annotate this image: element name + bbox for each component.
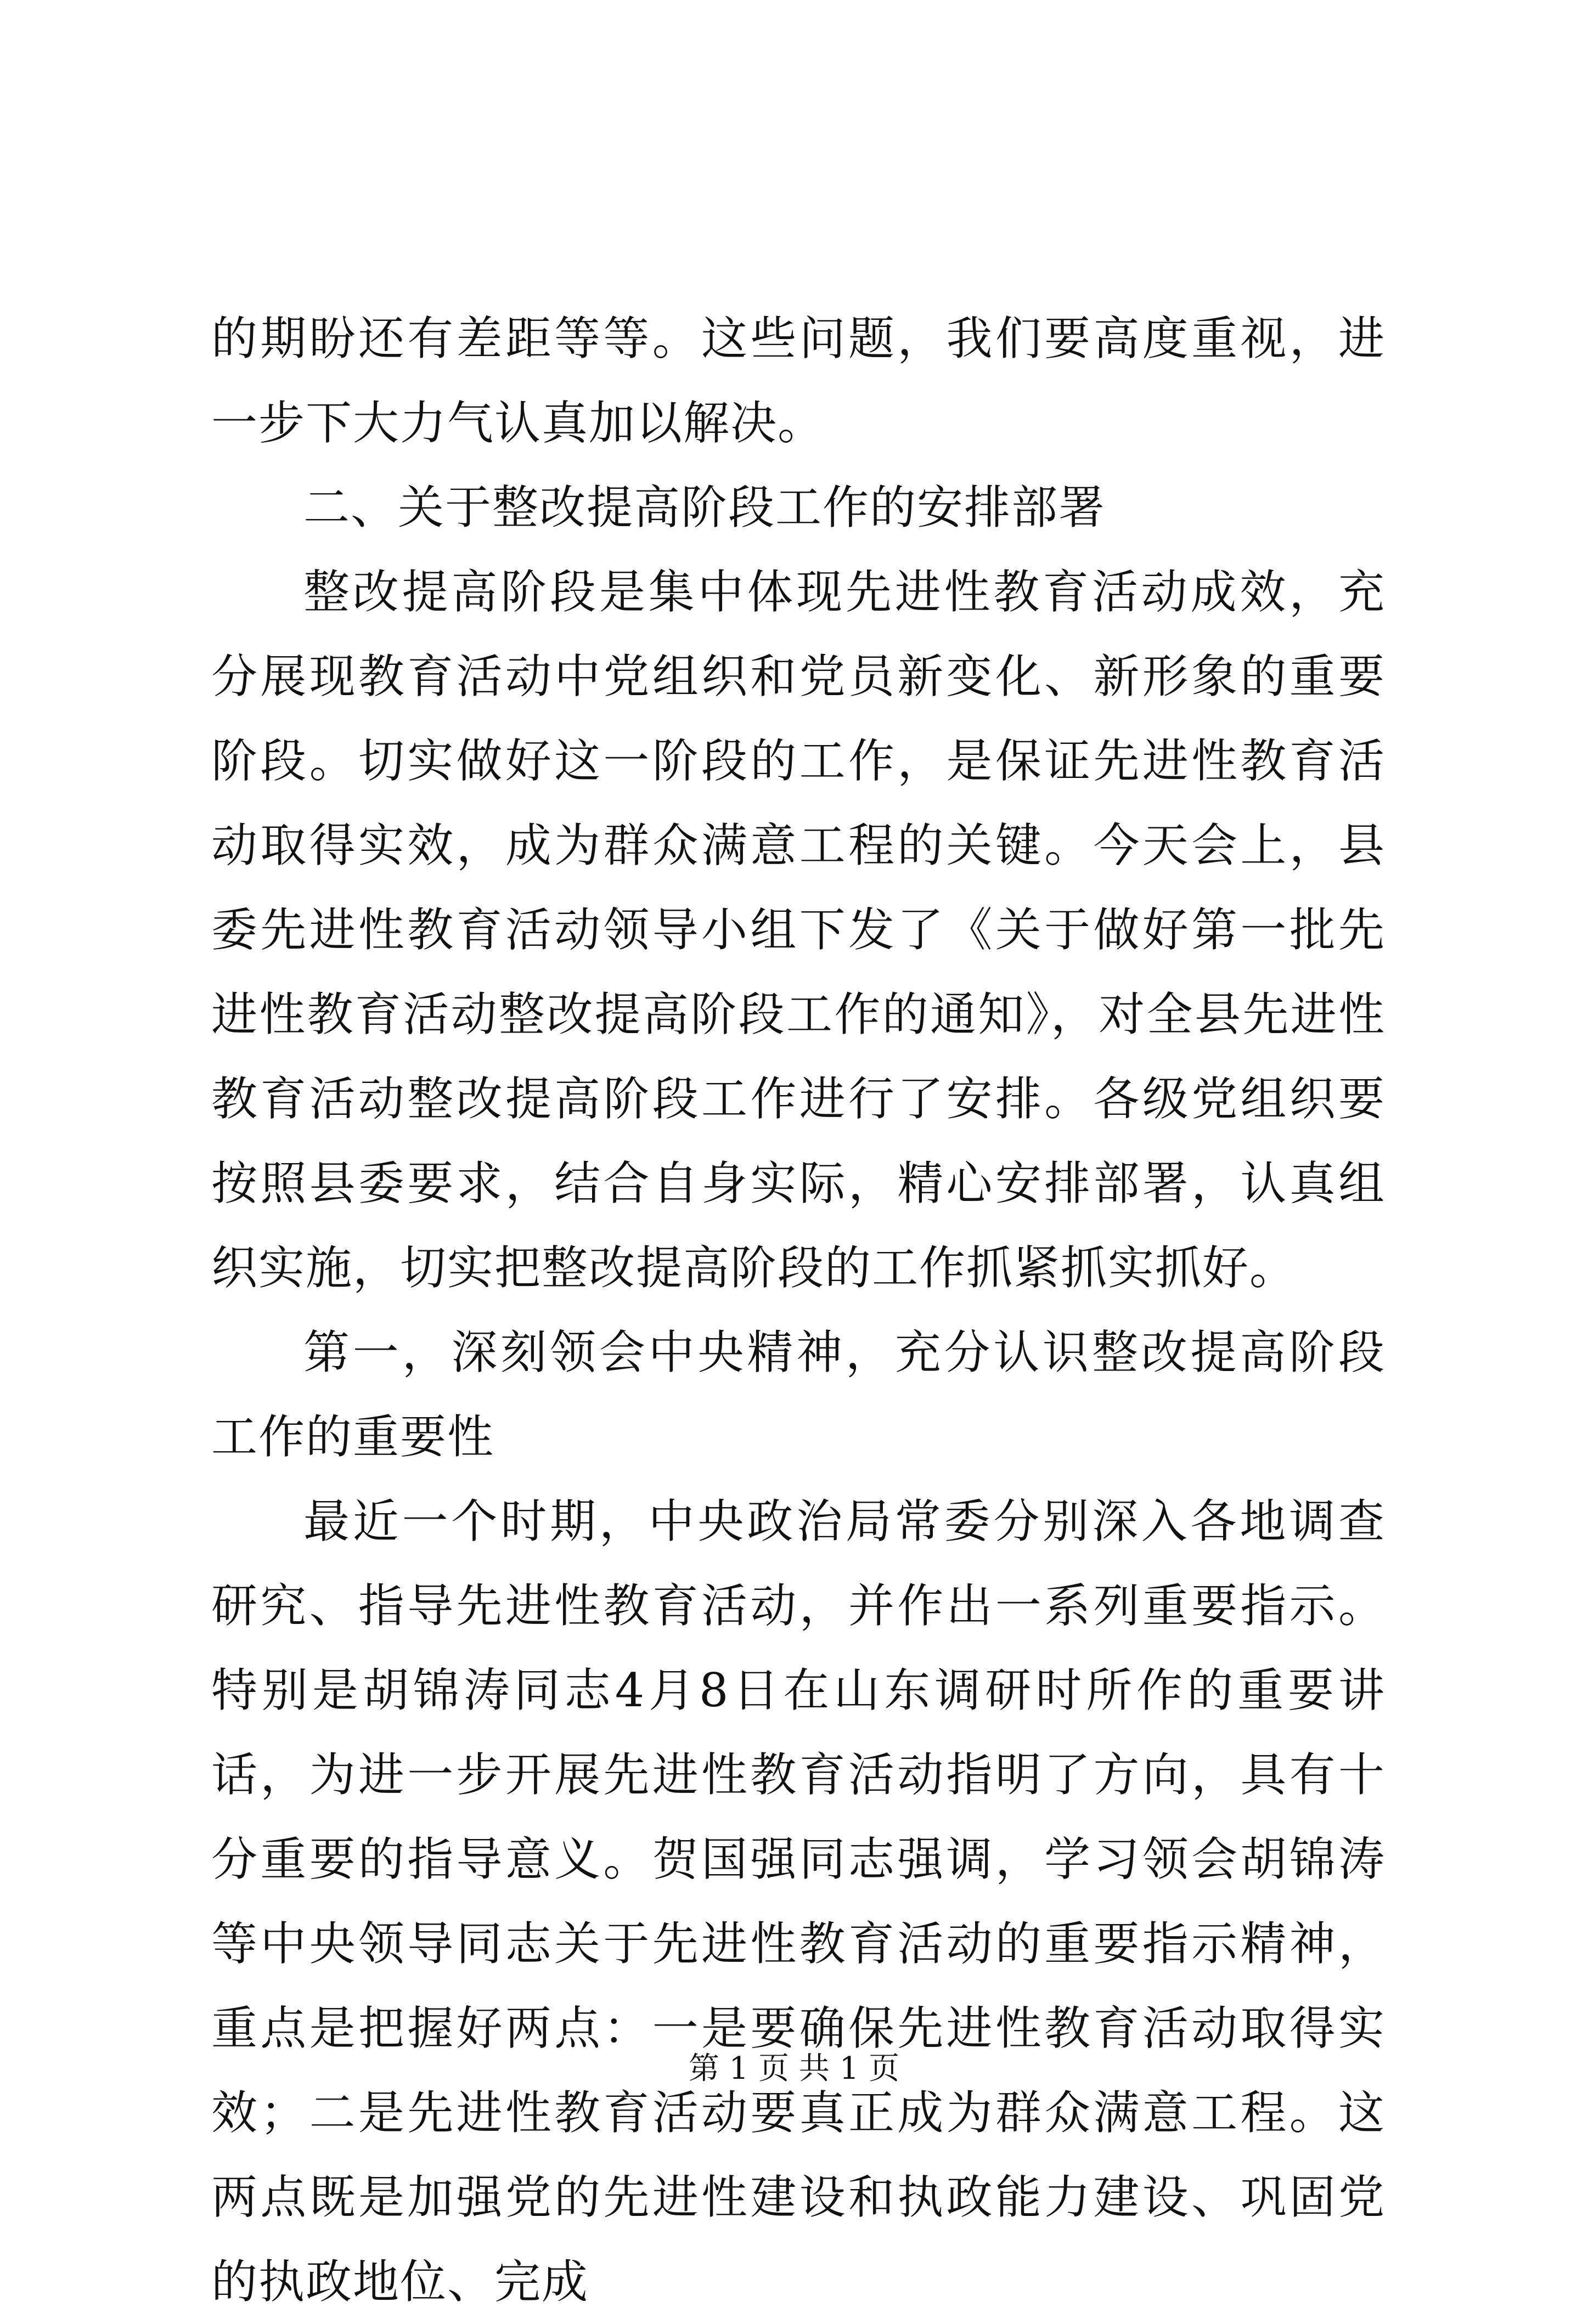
paragraph-rectification-stage: 整改提高阶段是集中体现先进性教育活动成效，充分展现教育活动中党组织和党员新变化、新形象的重要阶段。切实做好这一阶段的工作，是保证先进性教育活动取得实效，成为群众满意工程的关键。今天会上，县委先进性教育活动领导小组下发了《关于做好第一批先进性教育活动整改提高阶段工作的通知》，对全县先进性教育活动整改提高阶段工作进行了安排。各级党组织要按照县委要求，结合自身实际，精心安排部署，认真组织实施，切实把整改提高阶段的工作抓紧抓实抓好。 (211, 565, 1386, 1295)
section-heading: 二、关于整改提高阶段工作的安排部署 (303, 481, 1106, 534)
subsection-heading-first: 第一，深刻领会中央精神，充分认识整改提高阶段工作的重要性 (211, 1325, 1386, 1464)
paragraph-continuation: 的期盼还有差距等等。这些问题，我们要高度重视，进一步下大力气认真加以解决。 (211, 312, 1386, 450)
paragraph-central-spirit: 最近一个时期，中央政治局常委分别深入各地调查研究、指导先进性教育活动，并作出一系列重要指示。特别是胡锦涛同志4月8日在山东调研时所作的重要讲话，为进一步开展先进性教育活动指明了方向，具有十分重要的指导意义。贺国强同志强调，学习领会胡锦涛等中央领导同志关于先进性教育活动的重要指示精神，重点是把握好两点：一是要确保先进性教育活动取得实效；二是先进性教育活动要真正成为群众满意工程。这两点既是加强党的先进性建设和执政能力建设、巩固党的执政地位、完成 (211, 1494, 1386, 2309)
document-body (211, 296, 1386, 2324)
page-footer: 第 1 页 共 1 页 (688, 2051, 900, 2086)
